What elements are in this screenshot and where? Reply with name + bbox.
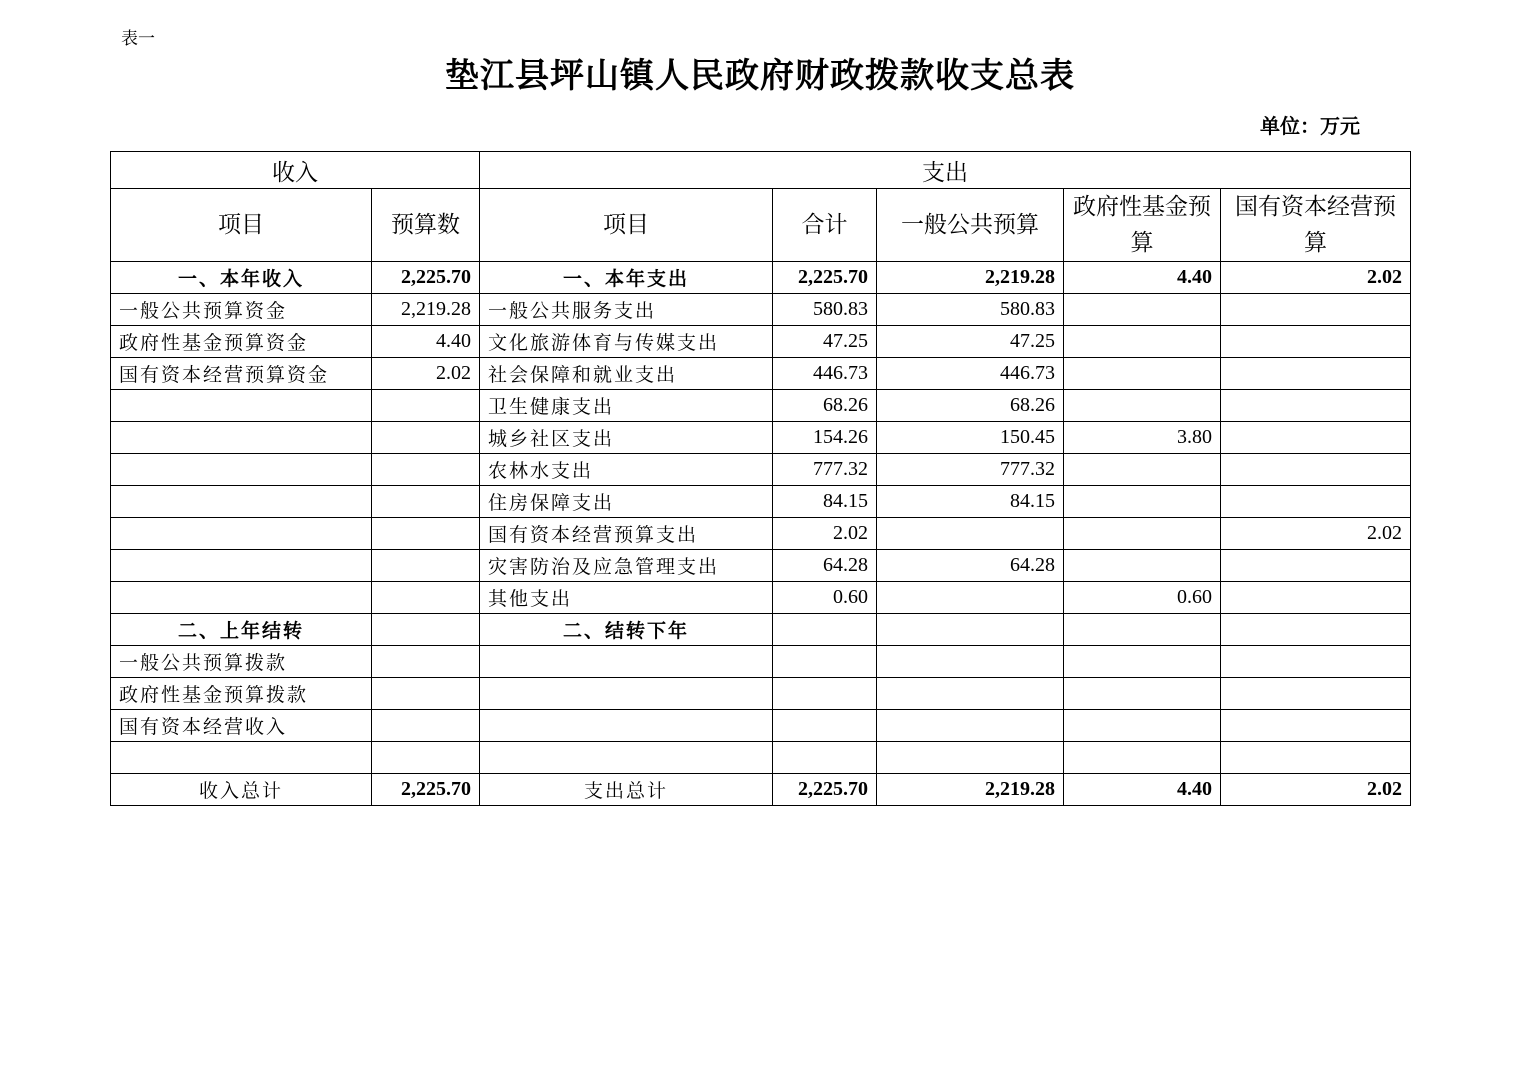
general-budget-cell: 47.25 <box>877 326 1064 358</box>
expense-item-header: 项目 <box>480 189 773 262</box>
general-budget-cell: 64.28 <box>877 550 1064 582</box>
general-budget-cell: 150.45 <box>877 422 1064 454</box>
state-capital-cell <box>1221 454 1411 486</box>
table-row <box>111 358 1411 390</box>
income-value-cell <box>372 550 480 582</box>
fund-budget-cell <box>1064 326 1221 358</box>
income-item-cell: 一般公共预算拨款 <box>111 646 372 678</box>
income-value-cell <box>372 646 480 678</box>
expense-item-cell: 文化旅游体育与传媒支出 <box>480 326 773 358</box>
header-row-1 <box>111 152 1411 189</box>
total-cell: 0.60 <box>773 582 877 614</box>
header-row-2 <box>111 189 1411 262</box>
expense-header: 支出 <box>480 152 1411 189</box>
table-row <box>111 390 1411 422</box>
table-row <box>111 422 1411 454</box>
state-capital-cell <box>1221 614 1411 646</box>
state-capital-cell: 2.02 <box>1221 774 1411 806</box>
expense-item-cell: 二、结转下年 <box>480 614 773 646</box>
expense-item-cell: 其他支出 <box>480 582 773 614</box>
income-value-cell <box>372 742 480 774</box>
fund-budget-cell <box>1064 486 1221 518</box>
income-item-cell: 政府性基金预算拨款 <box>111 678 372 710</box>
state-capital-cell <box>1221 486 1411 518</box>
expense-item-cell: 一般公共服务支出 <box>480 294 773 326</box>
state-capital-cell <box>1221 550 1411 582</box>
total-cell: 64.28 <box>773 550 877 582</box>
budget-header: 预算数 <box>372 189 480 262</box>
income-item-cell: 国有资本经营收入 <box>111 710 372 742</box>
state-capital-cell <box>1221 646 1411 678</box>
income-item-cell: 二、上年结转 <box>111 614 372 646</box>
income-value-cell <box>372 710 480 742</box>
general-budget-cell <box>877 582 1064 614</box>
fund-budget-header: 政府性基金预算 <box>1064 189 1221 262</box>
total-cell: 777.32 <box>773 454 877 486</box>
income-header: 收入 <box>111 152 480 189</box>
fund-budget-cell: 4.40 <box>1064 262 1221 294</box>
income-item-cell <box>111 742 372 774</box>
total-cell: 446.73 <box>773 358 877 390</box>
state-capital-cell <box>1221 326 1411 358</box>
fund-budget-cell <box>1064 614 1221 646</box>
expense-item-cell: 一、本年支出 <box>480 262 773 294</box>
fund-budget-cell <box>1064 742 1221 774</box>
total-cell <box>773 678 877 710</box>
income-value-cell: 2,225.70 <box>372 774 480 806</box>
general-budget-cell: 84.15 <box>877 486 1064 518</box>
general-budget-header: 一般公共预算 <box>877 189 1064 262</box>
general-budget-cell <box>877 742 1064 774</box>
page-title: 垫江县坪山镇人民政府财政拨款收支总表 <box>445 56 1075 96</box>
fund-budget-cell <box>1064 518 1221 550</box>
state-capital-header: 国有资本经营预算 <box>1221 189 1411 262</box>
state-capital-cell <box>1221 742 1411 774</box>
expense-item-cell: 城乡社区支出 <box>480 422 773 454</box>
table-row <box>111 742 1411 774</box>
income-item-cell <box>111 454 372 486</box>
fund-budget-cell <box>1064 390 1221 422</box>
income-item-cell: 一、本年收入 <box>111 262 372 294</box>
table-row <box>111 262 1411 294</box>
state-capital-cell <box>1221 710 1411 742</box>
income-item-cell: 收入总计 <box>111 774 372 806</box>
total-cell: 2,225.70 <box>773 262 877 294</box>
table-row <box>111 678 1411 710</box>
state-capital-cell <box>1221 678 1411 710</box>
total-cell: 2.02 <box>773 518 877 550</box>
general-budget-cell: 68.26 <box>877 390 1064 422</box>
total-cell: 47.25 <box>773 326 877 358</box>
income-value-cell <box>372 390 480 422</box>
general-budget-cell <box>877 614 1064 646</box>
total-cell: 580.83 <box>773 294 877 326</box>
income-item-cell: 国有资本经营预算资金 <box>111 358 372 390</box>
income-item-cell <box>111 390 372 422</box>
state-capital-cell: 2.02 <box>1221 518 1411 550</box>
total-cell <box>773 614 877 646</box>
expense-item-cell <box>480 710 773 742</box>
total-header: 合计 <box>773 189 877 262</box>
table-row <box>111 582 1411 614</box>
expense-item-cell <box>480 646 773 678</box>
income-value-cell <box>372 454 480 486</box>
total-cell: 68.26 <box>773 390 877 422</box>
table-row <box>111 518 1411 550</box>
income-item-cell <box>111 486 372 518</box>
total-cell: 154.26 <box>773 422 877 454</box>
income-item-cell <box>111 550 372 582</box>
income-value-cell <box>372 518 480 550</box>
state-capital-cell <box>1221 294 1411 326</box>
income-item-cell <box>111 422 372 454</box>
income-value-cell <box>372 422 480 454</box>
expense-item-cell: 灾害防治及应急管理支出 <box>480 550 773 582</box>
table-row <box>111 550 1411 582</box>
income-value-cell <box>372 486 480 518</box>
expense-item-cell: 住房保障支出 <box>480 486 773 518</box>
income-item-cell <box>111 518 372 550</box>
expense-item-cell: 国有资本经营预算支出 <box>480 518 773 550</box>
income-value-cell: 4.40 <box>372 326 480 358</box>
income-item-cell <box>111 582 372 614</box>
expense-item-cell: 农林水支出 <box>480 454 773 486</box>
state-capital-cell <box>1221 582 1411 614</box>
expense-item-cell: 支出总计 <box>480 774 773 806</box>
income-value-cell: 2,219.28 <box>372 294 480 326</box>
table-label: 表一 <box>121 29 155 49</box>
income-value-cell <box>372 582 480 614</box>
fund-budget-cell <box>1064 678 1221 710</box>
income-item-header: 项目 <box>111 189 372 262</box>
fund-budget-cell: 0.60 <box>1064 582 1221 614</box>
table-body <box>111 262 1411 806</box>
general-budget-cell: 2,219.28 <box>877 774 1064 806</box>
total-cell <box>773 710 877 742</box>
state-capital-cell: 2.02 <box>1221 262 1411 294</box>
income-item-cell: 政府性基金预算资金 <box>111 326 372 358</box>
expense-item-cell: 卫生健康支出 <box>480 390 773 422</box>
fund-budget-cell: 3.80 <box>1064 422 1221 454</box>
table-row <box>111 486 1411 518</box>
total-cell <box>773 646 877 678</box>
general-budget-cell: 446.73 <box>877 358 1064 390</box>
state-capital-cell <box>1221 422 1411 454</box>
fund-budget-cell <box>1064 710 1221 742</box>
general-budget-cell <box>877 678 1064 710</box>
expense-item-cell <box>480 678 773 710</box>
fund-budget-cell: 4.40 <box>1064 774 1221 806</box>
income-item-cell: 一般公共预算资金 <box>111 294 372 326</box>
general-budget-cell: 580.83 <box>877 294 1064 326</box>
income-value-cell: 2.02 <box>372 358 480 390</box>
table-row <box>111 774 1411 806</box>
table-row <box>111 710 1411 742</box>
fund-budget-cell <box>1064 358 1221 390</box>
general-budget-cell <box>877 518 1064 550</box>
table-row <box>111 294 1411 326</box>
total-cell: 2,225.70 <box>773 774 877 806</box>
income-value-cell <box>372 678 480 710</box>
table-row <box>111 614 1411 646</box>
total-cell <box>773 742 877 774</box>
table-row <box>111 454 1411 486</box>
fund-budget-cell <box>1064 294 1221 326</box>
table-row <box>111 646 1411 678</box>
expense-item-cell: 社会保障和就业支出 <box>480 358 773 390</box>
general-budget-cell: 2,219.28 <box>877 262 1064 294</box>
income-value-cell <box>372 614 480 646</box>
general-budget-cell: 777.32 <box>877 454 1064 486</box>
state-capital-cell <box>1221 358 1411 390</box>
unit-label: 单位：万元 <box>1260 114 1360 138</box>
general-budget-cell <box>877 646 1064 678</box>
budget-table <box>110 151 1411 806</box>
table-row <box>111 326 1411 358</box>
fund-budget-cell <box>1064 454 1221 486</box>
fund-budget-cell <box>1064 646 1221 678</box>
income-value-cell: 2,225.70 <box>372 262 480 294</box>
expense-item-cell <box>480 742 773 774</box>
fund-budget-cell <box>1064 550 1221 582</box>
total-cell: 84.15 <box>773 486 877 518</box>
state-capital-cell <box>1221 390 1411 422</box>
general-budget-cell <box>877 710 1064 742</box>
